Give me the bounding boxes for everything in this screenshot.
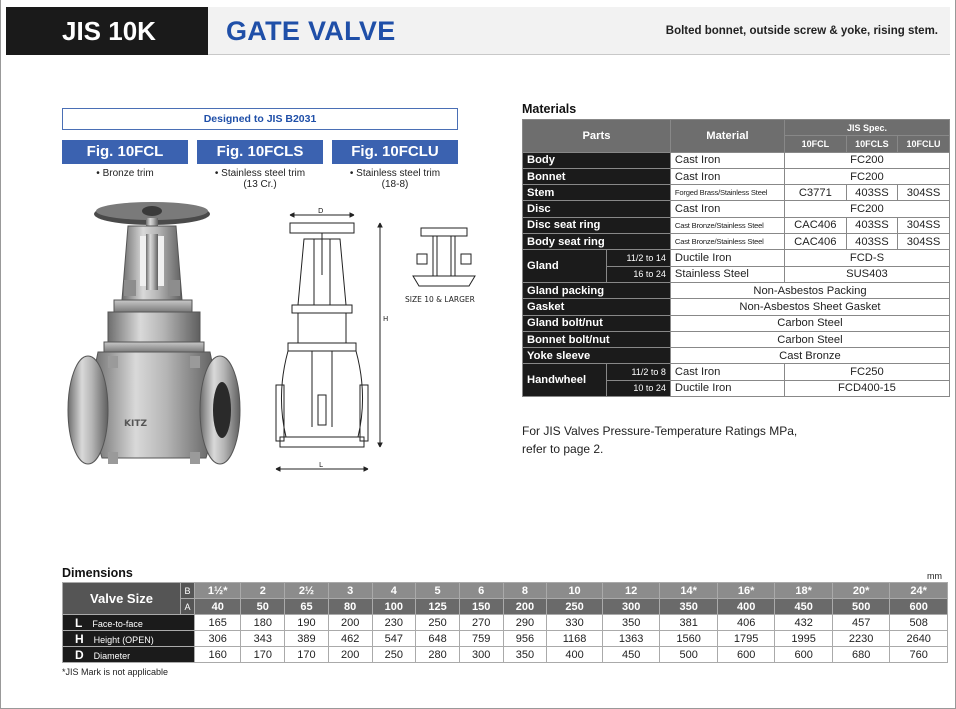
dimension-value: 2230 <box>832 631 890 647</box>
part-spec: Non-Asbestos Sheet Gasket <box>670 299 949 315</box>
dimension-value: 330 <box>547 615 603 631</box>
dimension-value: 160 <box>195 647 241 663</box>
dimension-value: 200 <box>328 615 372 631</box>
spec-col-10fcls: 10FCLS <box>846 136 897 152</box>
part-material: Ductile Iron <box>670 380 784 396</box>
part-material: Forged Brass/Stainless Steel <box>670 185 784 201</box>
gate-valve-photo <box>66 196 242 488</box>
dimension-label: Height (OPEN) <box>93 634 154 645</box>
size-a-cell: 350 <box>660 599 718 615</box>
part-name: Body <box>523 152 671 168</box>
part-name: Disc <box>523 201 671 217</box>
dimension-value: 170 <box>285 647 329 663</box>
casting-mark: KITZ <box>124 419 147 429</box>
fig-10fcls-note <box>185 168 335 190</box>
dimensions-table <box>62 582 948 663</box>
part-spec: FC250 <box>784 364 949 380</box>
fig-10fclu-note-line2: (18-8) <box>381 179 409 190</box>
dimension-value: 200 <box>328 647 372 663</box>
dimensions-footnote: *JIS Mark is not applicable <box>62 667 169 677</box>
part-name: Handwheel <box>523 364 607 397</box>
dimension-value: 760 <box>890 647 948 663</box>
size-a-cell: 150 <box>459 599 503 615</box>
dimension-row-label <box>63 647 195 663</box>
size-a-cell: 200 <box>503 599 547 615</box>
part-spec: SUS403 <box>784 266 949 282</box>
header-bar <box>6 7 950 55</box>
dimension-value: 290 <box>503 615 547 631</box>
size-b-cell: 12 <box>602 583 660 599</box>
part-spec-10fcls: 403SS <box>846 185 897 201</box>
dimension-value: 350 <box>503 647 547 663</box>
size-a-label: A <box>181 599 195 615</box>
dimension-value: 400 <box>547 647 603 663</box>
fig-10fcls-note-line2: (13 Cr.) <box>243 179 277 190</box>
size-b-cell: 16* <box>717 583 775 599</box>
size-a-cell: 80 <box>328 599 372 615</box>
materials-title: Materials <box>522 102 577 116</box>
dimension-value: 457 <box>832 615 890 631</box>
valve-size-label: Valve Size <box>63 583 181 615</box>
material-header: Material <box>670 120 784 153</box>
part-name: Stem <box>523 185 671 201</box>
dimension-value: 1995 <box>775 631 833 647</box>
materials-row-bonnet <box>523 168 950 184</box>
part-spec-10fcl: C3771 <box>784 185 846 201</box>
dimension-code: H <box>75 631 84 646</box>
part-material: Cast Iron <box>670 364 784 380</box>
dimension-value: 1560 <box>660 631 718 647</box>
part-spec-10fclu: 304SS <box>898 234 950 250</box>
dimension-value: 1363 <box>602 631 660 647</box>
dimension-value: 230 <box>372 615 416 631</box>
size-range: 16 to 24 <box>607 266 671 282</box>
dimensions-unit: mm <box>927 571 942 581</box>
materials-header-row <box>523 120 950 136</box>
dimension-value: 381 <box>660 615 718 631</box>
size-b-cell: 3 <box>328 583 372 599</box>
materials-row-disc <box>523 201 950 217</box>
size-a-cell: 40 <box>195 599 241 615</box>
dimension-value: 306 <box>195 631 241 647</box>
part-spec: Carbon Steel <box>670 315 949 331</box>
dimension-value: 600 <box>775 647 833 663</box>
parts-header: Parts <box>523 120 671 153</box>
materials-row-gland-1 <box>523 250 950 266</box>
dimension-value: 759 <box>459 631 503 647</box>
size-b-cell: 6 <box>459 583 503 599</box>
size-b-cell: 2½ <box>285 583 329 599</box>
dimension-value: 250 <box>372 647 416 663</box>
gland-detail-drawing <box>403 224 513 308</box>
part-spec-10fclu: 304SS <box>898 185 950 201</box>
fig-10fclu-note-line1: • Stainless steel trim <box>349 168 441 179</box>
dimension-value: 432 <box>775 615 833 631</box>
dimension-value: 547 <box>372 631 416 647</box>
dimension-value: 680 <box>832 647 890 663</box>
dimension-value: 508 <box>890 615 948 631</box>
dimension-value: 280 <box>416 647 460 663</box>
size-b-label: B <box>181 583 195 599</box>
size-range: 11/2 to 8 <box>607 364 671 380</box>
size-a-row <box>63 599 948 615</box>
dimension-value: 1168 <box>547 631 603 647</box>
part-material: Cast Iron <box>670 201 784 217</box>
part-spec: Carbon Steel <box>670 331 949 347</box>
size-a-cell: 300 <box>602 599 660 615</box>
spec-col-10fclu: 10FCLU <box>898 136 950 152</box>
dimension-value: 165 <box>195 615 241 631</box>
size-a-cell: 500 <box>832 599 890 615</box>
dimension-value: 170 <box>241 647 285 663</box>
size-a-cell: 125 <box>416 599 460 615</box>
fig-10fcl-note <box>50 168 200 179</box>
size-range: 11/2 to 14 <box>607 250 671 266</box>
part-material: Cast Iron <box>670 152 784 168</box>
dimension-value: 343 <box>241 631 285 647</box>
part-name: Disc seat ring <box>523 217 671 233</box>
dimension-row-h <box>63 631 948 647</box>
dimension-value: 648 <box>416 631 460 647</box>
materials-table <box>522 119 950 397</box>
dimension-value: 450 <box>602 647 660 663</box>
dimension-value: 180 <box>241 615 285 631</box>
fig-10fclu-tab: Fig. 10FCLU <box>332 140 458 164</box>
fig-10fcls-note-line1: • Stainless steel trim <box>214 168 306 179</box>
size-b-cell: 4 <box>372 583 416 599</box>
size-b-cell: 20* <box>832 583 890 599</box>
part-spec-10fcl: CAC406 <box>784 234 846 250</box>
part-name: Gland <box>523 250 607 283</box>
materials-row-gasket <box>523 299 950 315</box>
part-name: Yoke sleeve <box>523 348 671 364</box>
part-spec-10fcls: 403SS <box>846 234 897 250</box>
dimension-value: 389 <box>285 631 329 647</box>
part-material: Cast Bronze/Stainless Steel <box>670 217 784 233</box>
design-standard-note: Designed to JIS B2031 <box>62 108 458 130</box>
size-b-cell: 18* <box>775 583 833 599</box>
size-a-cell: 600 <box>890 599 948 615</box>
valve-section-drawing <box>262 205 392 477</box>
part-name: Gasket <box>523 299 671 315</box>
part-name: Gland packing <box>523 282 671 298</box>
dimension-value: 250 <box>416 615 460 631</box>
size-b-cell: 14* <box>660 583 718 599</box>
part-spec: FC200 <box>784 168 949 184</box>
part-material: Cast Bronze/Stainless Steel <box>670 234 784 250</box>
size-b-cell: 1½* <box>195 583 241 599</box>
part-spec: Cast Bronze <box>670 348 949 364</box>
part-spec: FCD-S <box>784 250 949 266</box>
materials-row-yoke-sleeve <box>523 348 950 364</box>
note-line2: refer to page 2. <box>522 442 604 456</box>
size-a-cell: 250 <box>547 599 603 615</box>
part-material: Stainless Steel <box>670 266 784 282</box>
materials-row-disc-seat-ring <box>523 217 950 233</box>
dimension-value: 300 <box>459 647 503 663</box>
size-a-cell: 65 <box>285 599 329 615</box>
spec-col-10fcl: 10FCL <box>784 136 846 152</box>
dimension-d-label: D <box>318 207 324 215</box>
detail-caption: SIZE 10 & LARGER <box>405 295 475 304</box>
dimension-value: 600 <box>717 647 775 663</box>
dimension-value: 406 <box>717 615 775 631</box>
dimension-row-label <box>63 615 195 631</box>
materials-row-handwheel-1 <box>523 364 950 380</box>
dimension-value: 462 <box>328 631 372 647</box>
size-a-cell: 450 <box>775 599 833 615</box>
jis-spec-header: JIS Spec. <box>784 120 949 136</box>
page-subtitle: Bolted bonnet, outside screw & yoke, rising stem. <box>665 25 938 37</box>
fig-10fclu-note <box>320 168 470 190</box>
materials-row-gland-packing <box>523 282 950 298</box>
dimension-code: D <box>75 647 84 662</box>
part-spec-10fclu: 304SS <box>898 217 950 233</box>
dimension-value: 500 <box>660 647 718 663</box>
dimension-value: 1795 <box>717 631 775 647</box>
size-b-cell: 5 <box>416 583 460 599</box>
size-b-cell: 2 <box>241 583 285 599</box>
part-name: Bonnet bolt/nut <box>523 331 671 347</box>
part-spec: FCD400-15 <box>784 380 949 396</box>
pressure-rating-note <box>522 422 797 458</box>
note-line1: For JIS Valves Pressure-Temperature Ratings MPa, <box>522 424 798 438</box>
size-b-cell: 10 <box>547 583 603 599</box>
dimension-value: 2640 <box>890 631 948 647</box>
part-spec: FC200 <box>784 201 949 217</box>
part-name: Bonnet <box>523 168 671 184</box>
part-name: Body seat ring <box>523 234 671 250</box>
dimensions-title: Dimensions <box>62 566 133 580</box>
size-b-cell: 24* <box>890 583 948 599</box>
part-spec-10fcl: CAC406 <box>784 217 846 233</box>
standard-label: JIS 10K <box>6 7 208 55</box>
fig-10fcl-tab: Fig. 10FCL <box>62 140 188 164</box>
dimension-label: Face-to-face <box>92 618 143 629</box>
size-range: 10 to 24 <box>607 380 671 396</box>
page-title: GATE VALVE <box>226 16 396 46</box>
part-material: Ductile Iron <box>670 250 784 266</box>
size-a-cell: 100 <box>372 599 416 615</box>
dimension-l-label: L <box>319 461 323 469</box>
size-b-row <box>63 583 948 599</box>
dimension-code: L <box>75 615 83 630</box>
dimension-h-label: H <box>383 315 389 323</box>
dimension-label: Diameter <box>93 650 131 661</box>
part-name: Gland bolt/nut <box>523 315 671 331</box>
dimension-row-label <box>63 631 195 647</box>
dimension-row-d <box>63 647 948 663</box>
fig-10fcls-tab: Fig. 10FCLS <box>197 140 323 164</box>
part-spec-10fcls: 403SS <box>846 217 897 233</box>
dimension-value: 190 <box>285 615 329 631</box>
materials-row-gland-bolt <box>523 315 950 331</box>
fig-10fcl-note-line1: • Bronze trim <box>96 168 154 179</box>
size-b-cell: 8 <box>503 583 547 599</box>
dimension-value: 350 <box>602 615 660 631</box>
dimension-value: 270 <box>459 615 503 631</box>
materials-row-bonnet-bolt <box>523 331 950 347</box>
dimension-value: 956 <box>503 631 547 647</box>
part-material: Cast Iron <box>670 168 784 184</box>
part-spec: FC200 <box>784 152 949 168</box>
materials-row-body-seat-ring <box>523 234 950 250</box>
materials-row-body <box>523 152 950 168</box>
part-spec: Non-Asbestos Packing <box>670 282 949 298</box>
size-a-cell: 50 <box>241 599 285 615</box>
size-a-cell: 400 <box>717 599 775 615</box>
materials-row-stem <box>523 185 950 201</box>
dimension-row-l <box>63 615 948 631</box>
